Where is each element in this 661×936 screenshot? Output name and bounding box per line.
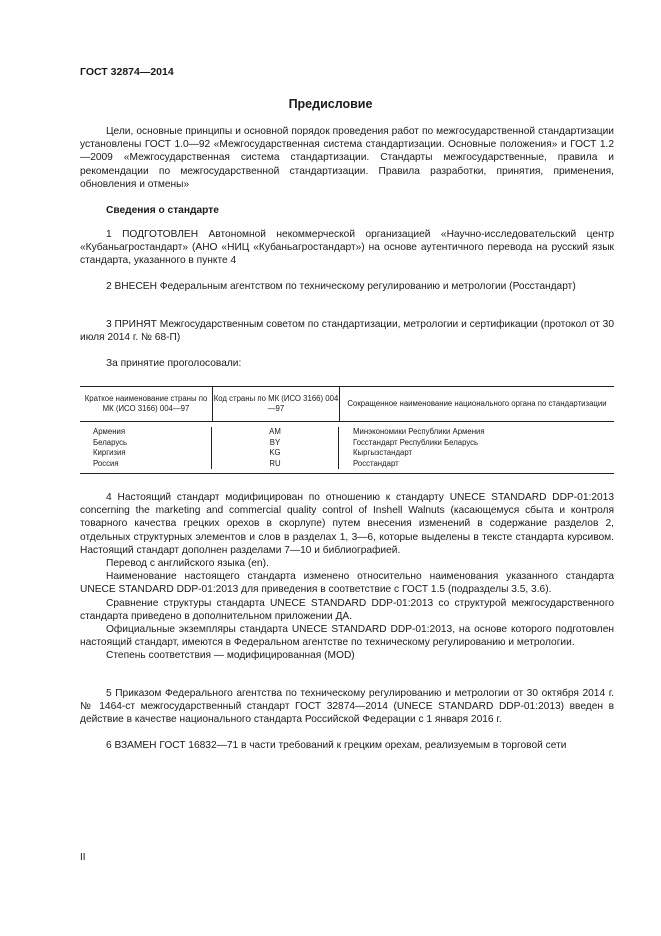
item-3-block [80, 318, 614, 344]
table-cell-body: Госстандарт Республики Беларусь [353, 437, 479, 447]
table-cell-code: KG [269, 448, 281, 457]
item-3-text: 3 ПРИНЯТ Межгосударственным советом по стандартизации, метрологии и сертификации (протокол от 30 июля 2014 г. № 68-П) [80, 319, 614, 344]
item-6-block [80, 739, 614, 752]
page-number: II [80, 852, 86, 863]
standard-code-header: ГОСТ 32874—2014 [80, 66, 174, 78]
table-column-body [339, 427, 614, 469]
item-2-text: 2 ВНЕСЕН Федеральным агентством по техническому регулированию и метрологии (Росстандарт) [106, 281, 576, 292]
table-cell-country: Киргизия [93, 448, 126, 457]
intro-text: Цели, основные принципы и основной порядок проведения работ по межгосударственной стандартизации установлены ГОСТ 1.0—92 «Межгосударственная система стандартизации. Основные положения» и ГОСТ 1.2—2009 «Межгосударственная система стандартизации. Стандарты межгосударственные, правила и рекомендации по межгосударственной стандартизации. Правила разработки, принятия, применения, обновления и отмены» [80, 126, 614, 190]
table-cell-country: Беларусь [93, 437, 128, 447]
item-4-name-change: Наименование настоящего стандарта изменено относительно наименования указанного стандарта UNECE STANDARD DDP-01:2013 для приведения в соответствие с ГОСТ 1.5 (подразделы 3.5, 3.6). [80, 571, 614, 596]
table-body [80, 422, 614, 473]
table-column-country [80, 427, 212, 469]
item-1-text: 1 ПОДГОТОВЛЕН Автономной некоммерческой организацией «Научно-исследовательский центр «Кубаньагростандарт» (АНО «НИЦ «Кубаньагростандарт») на основе аутентичного перевода на русский язык стандарта, указанного в пункте 4 [80, 229, 614, 267]
item-4-block [80, 491, 614, 663]
item-4-conformity: Степень соответствия — модифицированная (MOD) [106, 650, 355, 662]
item-4-translation: Перевод с английского языка (en). [106, 558, 269, 570]
table-cell-code: RU [269, 458, 281, 468]
item-5-text: 5 Приказом Федерального агентства по техническому регулированию и метрологии от 30 октября 2014 г. № 1464-ст межгосударственный стандарт ГОСТ 32874—2014 (UNECE STANDARD DDP-01:2013) введен в действие в качестве национального стандарта Российской Федерации с 1 января 2016 г. [80, 688, 614, 726]
table-cell-code: AM [269, 427, 281, 436]
table-cell-body: Кыргызстандарт [353, 448, 413, 457]
table-header-code: Код страны по МК (ИСО 3166) 004—97 [213, 387, 340, 421]
item-5-block [80, 687, 614, 727]
table-header-row [80, 387, 614, 422]
item-6-text: 6 ВЗАМЕН ГОСТ 16832—71 в части требований к грецким орехам, реализуемым в торговой сети [106, 740, 567, 751]
table-cell-code: BY [269, 437, 281, 447]
table-header-country: Краткое наименование страны по МК (ИСО 3166) 004—97 [80, 387, 213, 421]
intro-paragraph [80, 125, 614, 191]
table-cell-country: Россия [93, 458, 119, 468]
table-column-code [212, 427, 339, 469]
voting-table [80, 386, 614, 474]
item-1-block [80, 228, 614, 268]
section-heading-block [80, 204, 614, 217]
table-cell-country: Армения [93, 427, 126, 436]
table-header-body: Сокращенное наименование национального органа по стандартизации [347, 398, 607, 408]
voted-text: За принятие проголосовали: [106, 358, 242, 369]
page-title: Предисловие [288, 97, 373, 111]
voted-block [80, 357, 614, 370]
item-4-structure: Сравнение структуры стандарта UNECE STANDARD DDP-01:2013 со структурой межгосударственного стандарта приведено в дополнительном приложении ДА. [80, 597, 614, 622]
item-4-official-copies: Официальные экземпляры стандарта UNECE STANDARD DDP-01:2013, на основе которого подготовлен настоящий стандарт, имеются в Федеральном агентстве по техническому регулированию и метрологии. [80, 624, 614, 649]
item-2-block [80, 280, 614, 293]
item-4-text: 4 Настоящий стандарт модифицирован по отношению к стандарту UNECE STANDARD DDP-01:2013 concerning the marketing and commercial quality control of Inshell Walnuts (касающемуся сбыта и контроля товарного качества грецких орехов в скорлупе) путем внесения изменений в содержание разделов 2, отдельных структурных элементов и слов в разделах 1, 3—6, которые выделены в тексте стандарта курсивом. Настоящий стандарт дополнен разделами 7—10 и библиографией. [80, 492, 614, 556]
section-heading: Сведения о стандарте [106, 205, 219, 216]
table-cell-body: Росстандарт [353, 458, 399, 468]
table-cell-body: Минэкономики Республики Армения [353, 427, 485, 436]
